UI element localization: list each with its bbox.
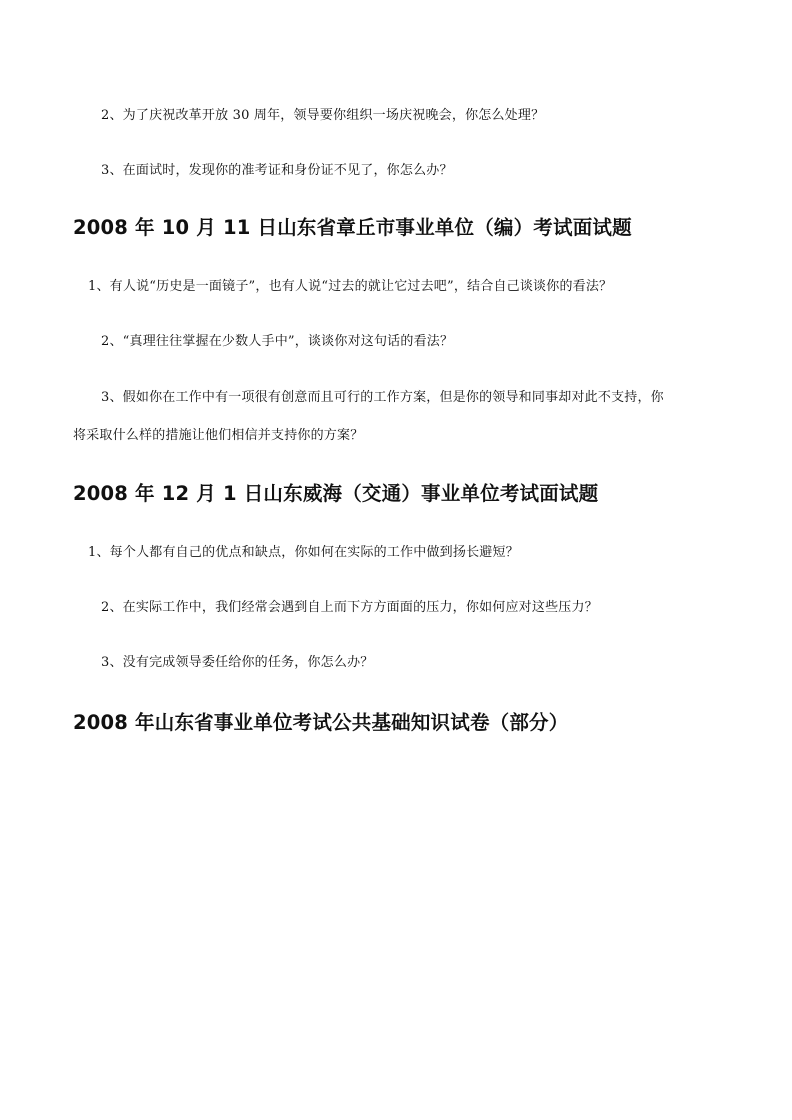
question-3-unfinished-task: 3、没有完成领导委任给你的任务，你怎么办？ <box>101 655 374 670</box>
section-heading-weihai: 2008 年 12 月 1 日山东威海（交通）事业单位考试面试题 <box>73 482 599 505</box>
question-2-pressure: 2、在实际工作中，我们经常会遇到自上而下方方面面的压力，你如何应对这些压力？ <box>101 600 598 615</box>
question-3-creative-plan: 3、假如你在工作中有一项很有创意而且可行的工作方案，但是你的领导和同事却对此不支持，你 <box>101 390 664 405</box>
question-3-lost-id: 3、在面试时，发现你的准考证和身份证不见了，你怎么办？ <box>101 163 453 178</box>
question-3-creative-plan-continued: 将采取什么样的措施让他们相信并支持你的方案？ <box>73 428 364 443</box>
question-1-strengths-weaknesses: 1、每个人都有自己的优点和缺点，你如何在实际的工作中做到扬长避短？ <box>88 545 519 560</box>
section-heading-public-knowledge: 2008 年山东省事业单位考试公共基础知识试卷（部分） <box>73 711 569 734</box>
section-heading-zhangqiu: 2008 年 10 月 11 日山东省章丘市事业单位（编）考试面试题 <box>73 216 632 239</box>
question-2-celebration: 2、为了庆祝改革开放 30 周年，领导要你组织一场庆祝晚会，你怎么处理？ <box>101 108 545 123</box>
question-1-history-mirror: 1、有人说“历史是一面镜子”，也有人说“过去的就让它过去吧”，结合自己谈谈你的看法？ <box>88 279 613 294</box>
question-2-truth-minority: 2、“真理往往掌握在少数人手中”，谈谈你对这句话的看法？ <box>101 334 454 349</box>
